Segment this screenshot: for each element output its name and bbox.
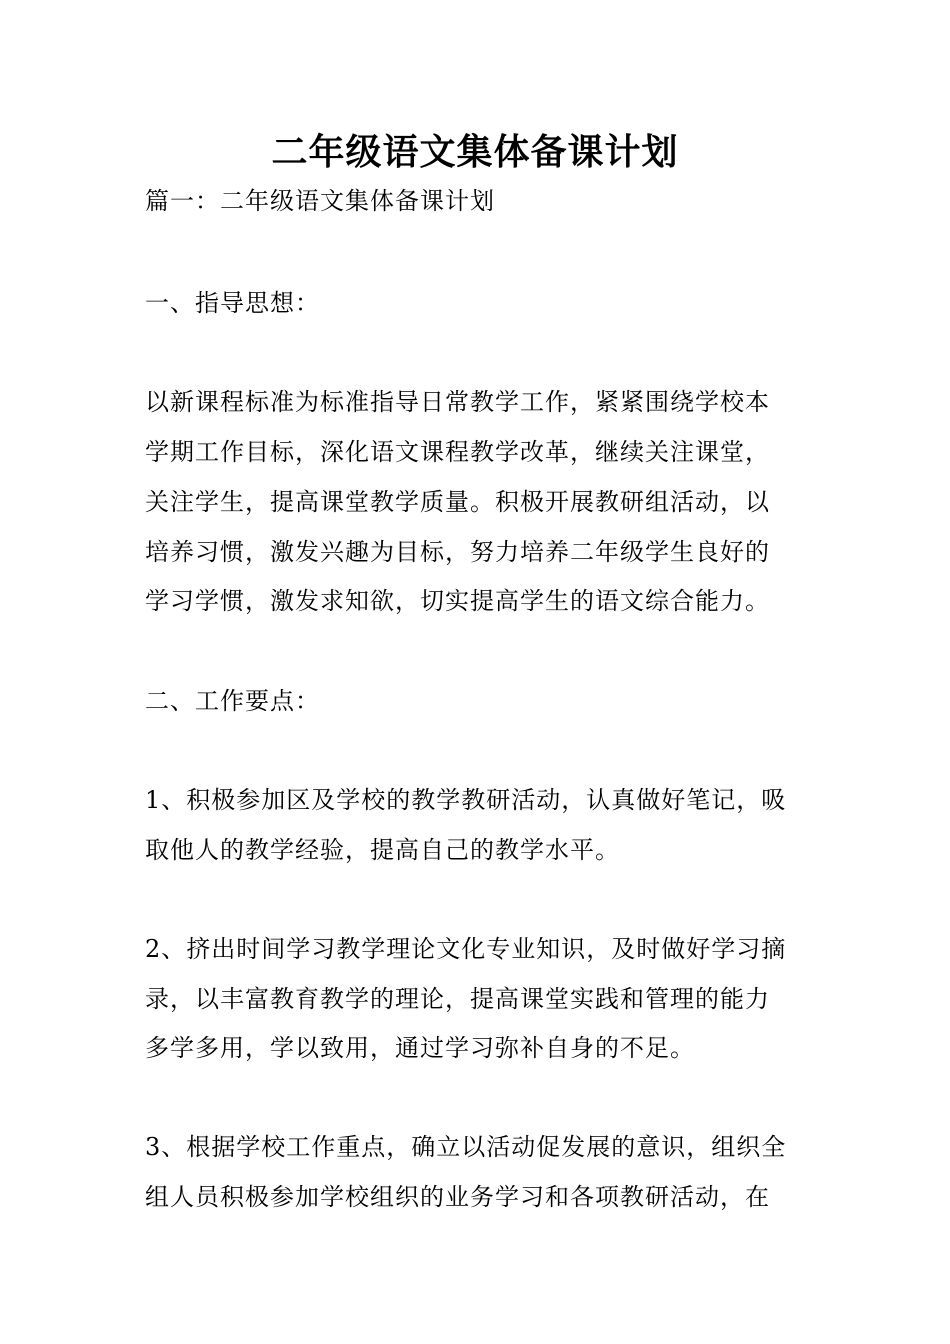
paragraph-line: 培养习惯，激发兴趣为目标，努力培养二年级学生良好的	[145, 538, 770, 566]
list-item-line: 录，以丰富教育教学的理论，提高课堂实践和管理的能力	[145, 985, 770, 1013]
paragraph-line: 学习学惯，激发求知欲，切实提高学生的语文综合能力。	[145, 587, 770, 615]
list-item-line: 3、根据学校工作重点，确立以活动促发展的意识，组织全	[145, 1133, 787, 1161]
list-item-line: 2、挤出时间学习教学理论文化专业知识，及时做好学习摘	[145, 935, 787, 963]
section-heading-guiding-ideas: 一、指导思想：	[145, 289, 320, 317]
document-title: 二年级语文集体备课计划	[271, 131, 679, 173]
paragraph-line: 以新课程标准为标准指导日常教学工作，紧紧围绕学校本	[145, 388, 770, 416]
list-item-line: 组人员积极参加学校组织的业务学习和各项教研活动，在	[145, 1183, 770, 1211]
list-item-line: 取他人的教学经验，提高自己的教学水平。	[145, 836, 620, 864]
document-subtitle: 篇一：二年级语文集体备课计划	[145, 187, 495, 215]
section-heading-work-points: 二、工作要点：	[145, 687, 320, 715]
paragraph-line: 关注学生，提高课堂教学质量。积极开展教研组活动，以	[145, 488, 770, 516]
paragraph-line: 学期工作目标，深化语文课程教学改革，继续关注课堂，	[145, 438, 770, 466]
list-item-line: 1、积极参加区及学校的教学教研活动，认真做好笔记，吸	[145, 786, 787, 814]
list-item-line: 多学多用，学以致用，通过学习弥补自身的不足。	[145, 1034, 695, 1062]
